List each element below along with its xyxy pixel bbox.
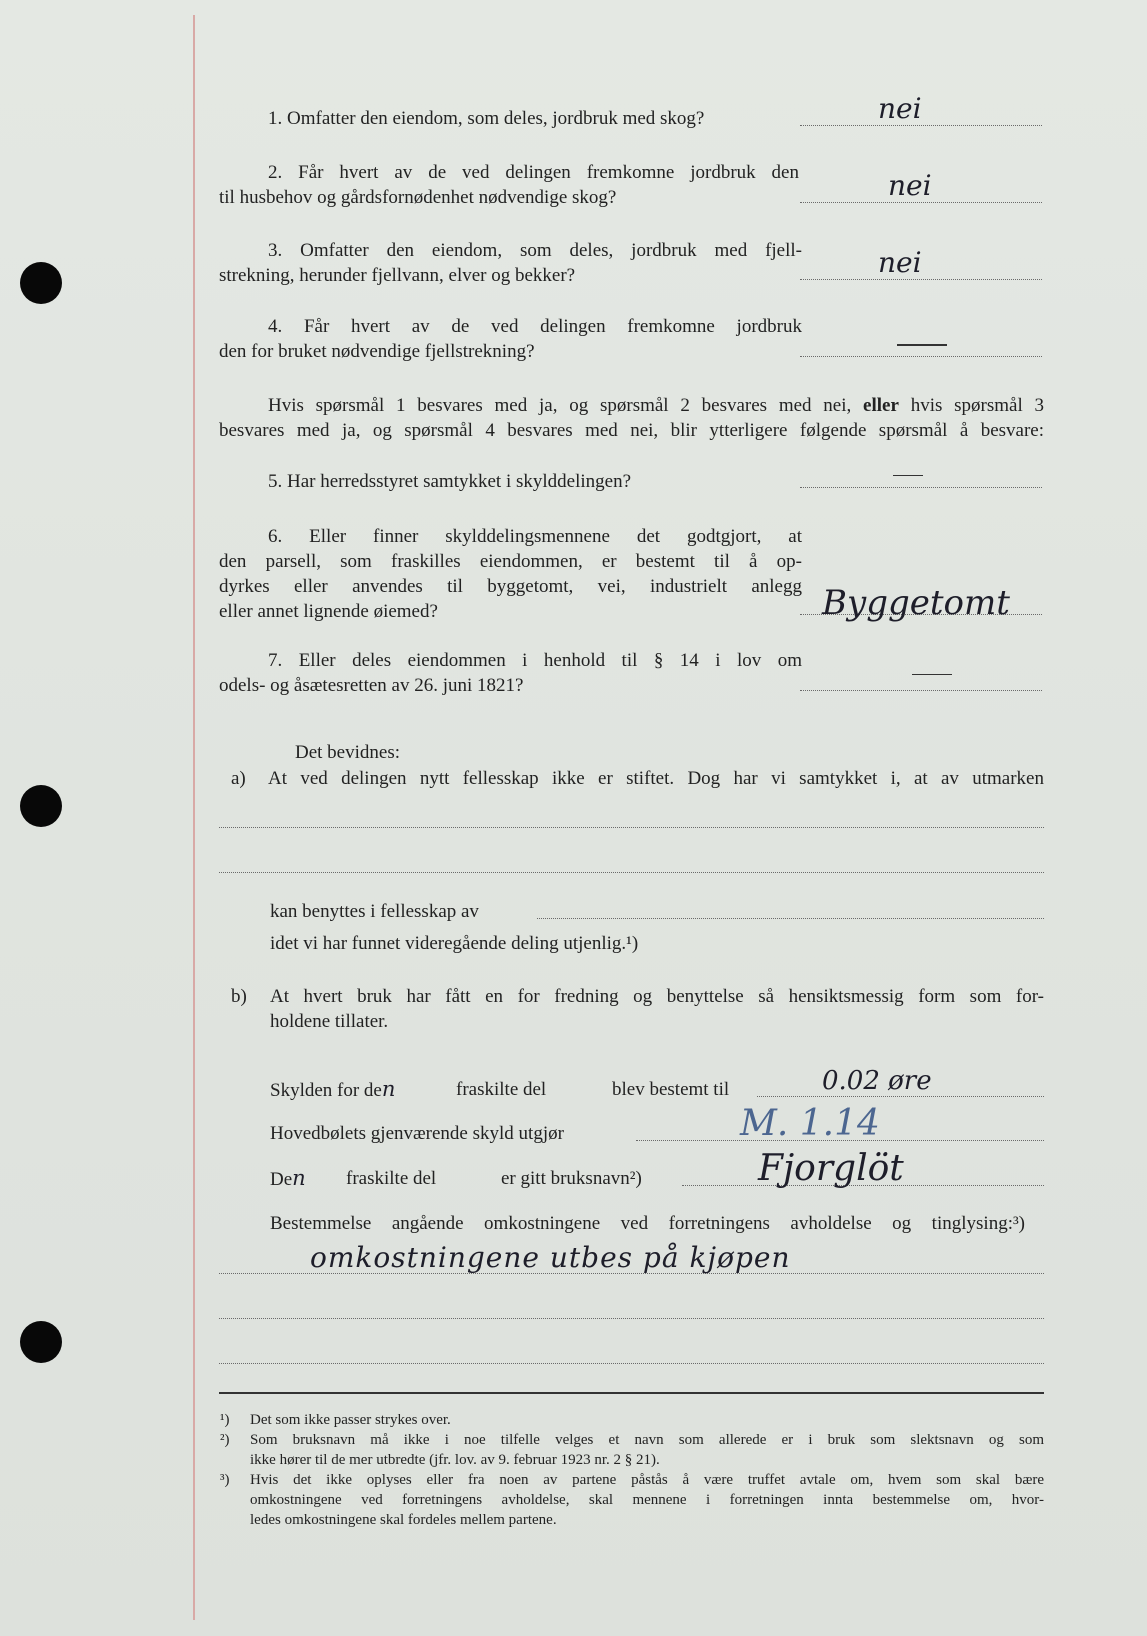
question-3-line2: strekning, herunder fjellvann, elver og bekker? xyxy=(219,265,576,286)
attest-b-line1: At hvert bruk har fått en for fredning og benyttelse så hensiktsmessig form som for- xyxy=(270,986,1044,1007)
footnote-3-line: omkostningene ved forretningens avholdelse, skal mennene i forretningen innta bestemmelse om, hvor- xyxy=(250,1492,1044,1508)
footnote-2-mark: ²) xyxy=(220,1432,230,1448)
punch-hole xyxy=(20,1321,62,1363)
question-2-line1: 2. Får hvert av de ved delingen fremkomne jordbruk den xyxy=(268,162,799,183)
question-7-line2: odels- og åsætesretten av 26. juni 1821? xyxy=(219,675,524,696)
question-6-line3: dyrkes eller anvendes til byggetomt, vei, industrielt anlegg xyxy=(219,576,802,597)
skyld-label-a: Skylden for den xyxy=(270,1077,396,1101)
cost-value: omkostningene utbes på kjøpen xyxy=(310,1241,791,1274)
conditional-line2: besvares med ja, og spørsmål 4 besvares med nei, blir ytterligere følgende spørsmål å besvare: xyxy=(219,420,1044,441)
blank-line xyxy=(219,1363,1044,1364)
answer-line xyxy=(800,202,1042,203)
footnote-3-mark: ³) xyxy=(220,1472,230,1488)
answer-q7-dash xyxy=(912,674,952,675)
footnote-2-line: Som bruksnavn må ikke i noe tilfelle velges et navn som allerede er i bruk som slektsnavn og som xyxy=(250,1432,1044,1448)
question-5: 5. Har herredsstyret samtykket i skylddelingen? xyxy=(268,471,632,492)
attest-a-text: At ved delingen nytt fellesskap ikke er stiftet. Dog har vi samtykket i, at av utmarken xyxy=(268,768,1044,789)
answer-line xyxy=(800,356,1042,357)
footnote-1-mark: ¹) xyxy=(220,1412,230,1428)
footnote-3-line: ledes omkostningene skal fordeles mellem partene. xyxy=(250,1512,557,1528)
question-7-line1: 7. Eller deles eiendommen i henhold til § 14 i lov om xyxy=(268,650,802,671)
skyld-label-b: fraskilte del xyxy=(456,1079,547,1100)
answer-q5-dash xyxy=(893,475,923,476)
name-label-b: fraskilte del xyxy=(346,1168,437,1189)
question-4-line1: 4. Får hvert av de ved delingen fremkomne jordbruk xyxy=(268,316,802,337)
answer-line xyxy=(800,125,1042,126)
footnote-3-line: Hvis det ikke oplyses eller fra noen av partene påstås å være truffet avtale om, hvem som skal bære xyxy=(250,1472,1044,1488)
skyld-value: 0.02 øre xyxy=(822,1066,932,1096)
answer-line xyxy=(757,1096,1044,1097)
question-6-line1: 6. Eller finner skylddelingsmennene det godtgjort, at xyxy=(268,526,802,547)
footnote-1-line: Det som ikke passer strykes over. xyxy=(250,1412,451,1428)
shared-use-label: kan benyttes i fellesskap av xyxy=(270,901,479,922)
blank-line xyxy=(219,872,1044,873)
blank-line xyxy=(537,918,1044,919)
answer-line xyxy=(800,690,1042,691)
answer-q3: nei xyxy=(878,246,922,279)
blank-line xyxy=(219,827,1044,828)
attest-b-label: b) xyxy=(231,986,247,1007)
margin-line xyxy=(193,15,195,1620)
question-1: 1. Omfatter den eiendom, som deles, jordbruk med skog? xyxy=(268,108,705,129)
name-label-a: Den xyxy=(270,1166,306,1190)
footnote-rule xyxy=(219,1392,1044,1394)
conditional-line1: Hvis spørsmål 1 besvares med ja, og spørsmål 2 besvares med nei, eller hvis spørsmål 3 xyxy=(268,395,1045,416)
main-skyld-label: Hovedbølets gjenværende skyld utgjør xyxy=(270,1123,564,1144)
blank-line xyxy=(219,1318,1044,1319)
punch-hole xyxy=(20,262,62,304)
question-6-line2: den parsell, som fraskilles eiendommen, er bestemt til å op- xyxy=(219,551,802,572)
answer-q2: nei xyxy=(888,169,932,202)
answer-line xyxy=(800,279,1042,280)
cost-label: Bestemmelse angående omkostningene ved forretningens avholdelse og tinglysing:³) xyxy=(270,1213,1025,1234)
answer-q6: Byggetomt xyxy=(822,583,1010,623)
question-2-line2: til husbehov og gårdsfornødenhet nødvendige skog? xyxy=(219,187,617,208)
question-4-line2: den for bruket nødvendige fjellstrekning? xyxy=(219,341,535,362)
name-label-c: er gitt bruksnavn²) xyxy=(501,1168,642,1189)
skyld-label-c: blev bestemt til xyxy=(612,1079,730,1100)
question-3-line1: 3. Omfatter den eiendom, som deles, jordbruk med fjell- xyxy=(268,240,802,261)
answer-q1: nei xyxy=(878,92,922,125)
attest-heading: Det bevidnes: xyxy=(295,742,401,763)
attest-a-label: a) xyxy=(231,768,246,789)
reason-text: idet vi har funnet videregående deling utjenlig.¹) xyxy=(270,933,639,954)
punch-hole xyxy=(20,785,62,827)
bruksnavn-value: Fjorglöt xyxy=(758,1148,904,1189)
main-skyld-value: M. 1.14 xyxy=(740,1103,880,1144)
footnote-2-line: ikke hører til de mer utbredte (jfr. lov. av 9. februar 1923 nr. 2 § 21). xyxy=(250,1452,660,1468)
question-6-line4: eller annet lignende øiemed? xyxy=(219,601,438,622)
answer-q4-dash xyxy=(897,344,947,346)
attest-b-line2: holdene tillater. xyxy=(270,1011,389,1032)
answer-line xyxy=(800,487,1042,488)
